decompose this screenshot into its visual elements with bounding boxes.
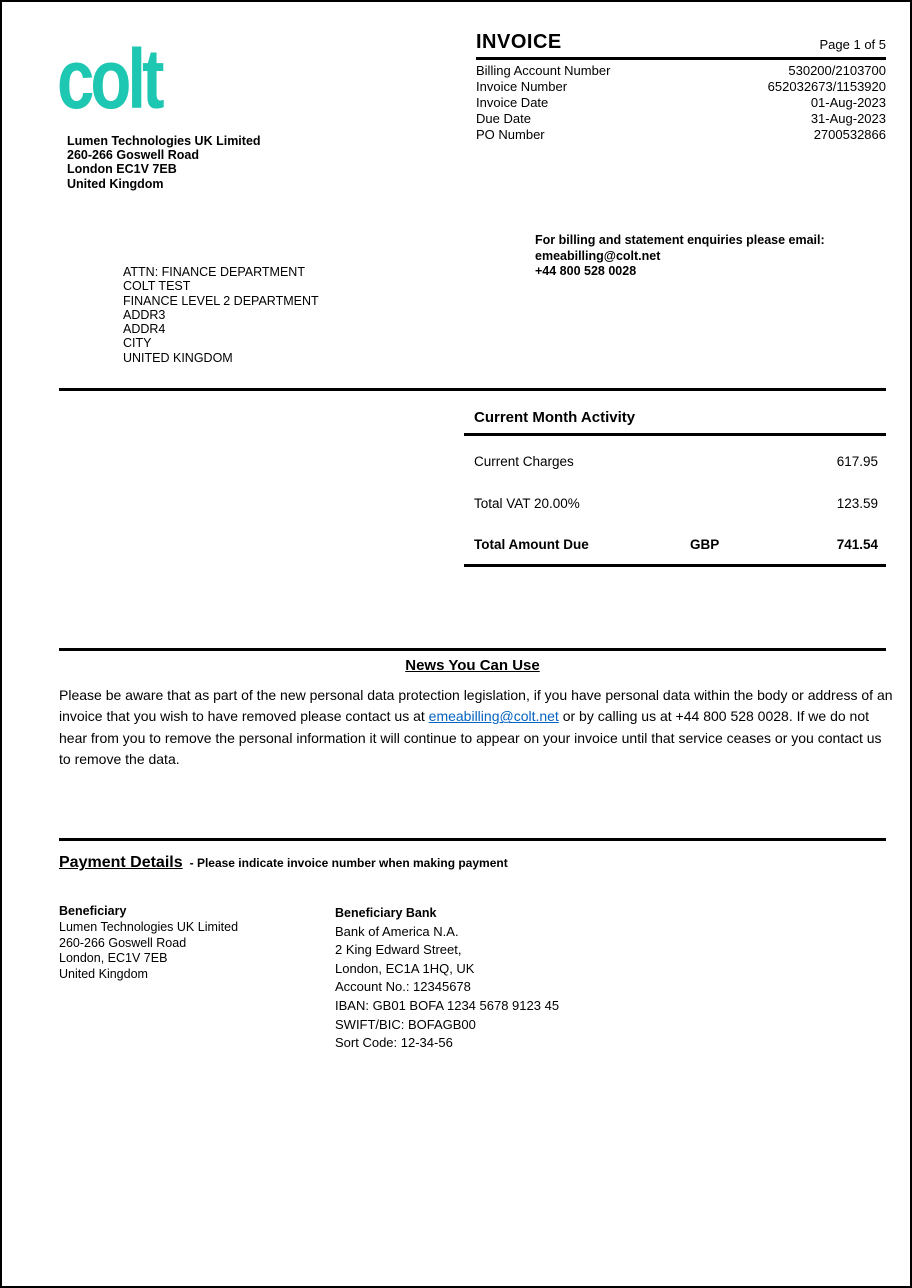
meta-row-invoice-number xyxy=(476,79,886,95)
charge-value: 617.95 xyxy=(836,454,878,469)
charge-row-vat xyxy=(464,496,886,511)
colt-logo: colt xyxy=(57,32,161,126)
sender-line: 260-266 Goswell Road xyxy=(67,148,200,163)
bank-line: Bank of America N.A. xyxy=(335,923,459,939)
sender-line: United Kingdom xyxy=(67,176,164,191)
payment-details-heading xyxy=(59,854,508,872)
meta-label: Invoice Date xyxy=(476,95,549,110)
bank-line-account: Account No.: 12345678 xyxy=(335,979,471,995)
total-amount-due-row xyxy=(464,537,886,567)
charge-row-current-charges xyxy=(464,454,886,469)
enquiries-email: emeabilling@colt.net xyxy=(535,248,661,263)
beneficiary-line: London, EC1V 7EB xyxy=(59,951,168,966)
charge-value: 123.59 xyxy=(836,496,878,511)
recipient-line: FINANCE LEVEL 2 DEPARTMENT xyxy=(123,293,319,308)
currency-code: GBP xyxy=(690,537,720,552)
meta-value: 31-Aug-2023 xyxy=(810,111,886,126)
meta-label: Invoice Number xyxy=(476,79,568,94)
news-text-after: or by calling us at +44 800 528 0028. If we do not hear from you to remove the personal information it will continue to appear on your invoice until that service ceases or you contact us to remove the data. xyxy=(59,708,882,767)
payment-details-subtitle: - Please indicate invoice number when making payment xyxy=(189,856,508,870)
meta-value: 530200/2103700 xyxy=(788,63,886,78)
meta-value: 01-Aug-2023 xyxy=(810,95,886,110)
sender-line: Lumen Technologies UK Limited xyxy=(67,134,261,148)
total-value: 741.54 xyxy=(836,537,878,552)
payment-details-title: Payment Details xyxy=(59,854,183,871)
recipient-line: CITY xyxy=(123,336,152,351)
page-title: INVOICE xyxy=(476,31,562,53)
divider-top xyxy=(59,388,886,391)
billing-enquiries xyxy=(535,233,825,280)
enquiries-phone: +44 800 528 0028 xyxy=(535,264,637,279)
beneficiary-bank-block xyxy=(335,904,559,1053)
current-month-activity-title: Current Month Activity xyxy=(464,409,886,436)
bank-line-sortcode: Sort Code: 12-34-56 xyxy=(335,1035,453,1051)
meta-row-due-date xyxy=(476,111,886,127)
charge-label: Current Charges xyxy=(474,454,574,469)
bank-line: 2 King Edward Street, xyxy=(335,942,462,958)
meta-row-billing-account xyxy=(476,63,886,79)
meta-row-invoice-date xyxy=(476,95,886,111)
enquiries-line: For billing and statement enquiries please email: xyxy=(535,233,825,247)
divider-payment xyxy=(59,838,886,841)
invoice-header xyxy=(476,31,886,143)
beneficiary-line: 260-266 Goswell Road xyxy=(59,935,187,950)
email-link[interactable]: emeabilling@colt.net xyxy=(428,708,559,725)
page-number: Page 1 of 5 xyxy=(819,37,886,52)
beneficiary-block xyxy=(59,904,238,983)
beneficiary-bank-heading: Beneficiary Bank xyxy=(335,906,437,920)
bank-line-iban: IBAN: GB01 BOFA 1234 5678 9123 45 xyxy=(335,997,560,1013)
divider-news xyxy=(59,648,886,651)
invoice-title-row xyxy=(476,31,886,60)
news-section-title: News You Can Use xyxy=(405,657,540,674)
total-label: Total Amount Due xyxy=(474,537,589,552)
sender-address xyxy=(67,134,261,191)
beneficiary-line: United Kingdom xyxy=(59,967,148,982)
meta-label: Due Date xyxy=(476,111,531,126)
sender-line: London EC1V 7EB xyxy=(67,162,177,177)
news-text-before: Please be aware that as part of the new personal data protection legislation, if you have personal data within the body or address of an invoice that you wish to have removed please contact us at xyxy=(59,687,893,725)
beneficiary-heading: Beneficiary xyxy=(59,904,127,918)
recipient-line: ADDR3 xyxy=(123,307,166,322)
charge-label: Total VAT 20.00% xyxy=(474,496,580,511)
bank-line-swift: SWIFT/BIC: BOFAGB00 xyxy=(335,1016,476,1032)
invoice-meta-table xyxy=(476,63,886,143)
recipient-address xyxy=(123,265,319,365)
meta-value: 2700532866 xyxy=(813,127,886,142)
meta-label: Billing Account Number xyxy=(476,63,611,78)
bank-line: London, EC1A 1HQ, UK xyxy=(335,960,475,976)
recipient-line: UNITED KINGDOM xyxy=(123,350,233,365)
news-paragraph xyxy=(59,685,893,770)
meta-label: PO Number xyxy=(476,127,545,142)
meta-value: 652032673/1153920 xyxy=(767,79,886,94)
meta-row-po-number xyxy=(476,127,886,143)
beneficiary-line: Lumen Technologies UK Limited xyxy=(59,919,239,934)
recipient-line: COLT TEST xyxy=(123,279,191,294)
recipient-line: ATTN: FINANCE DEPARTMENT xyxy=(123,265,305,279)
recipient-line: ADDR4 xyxy=(123,322,166,337)
